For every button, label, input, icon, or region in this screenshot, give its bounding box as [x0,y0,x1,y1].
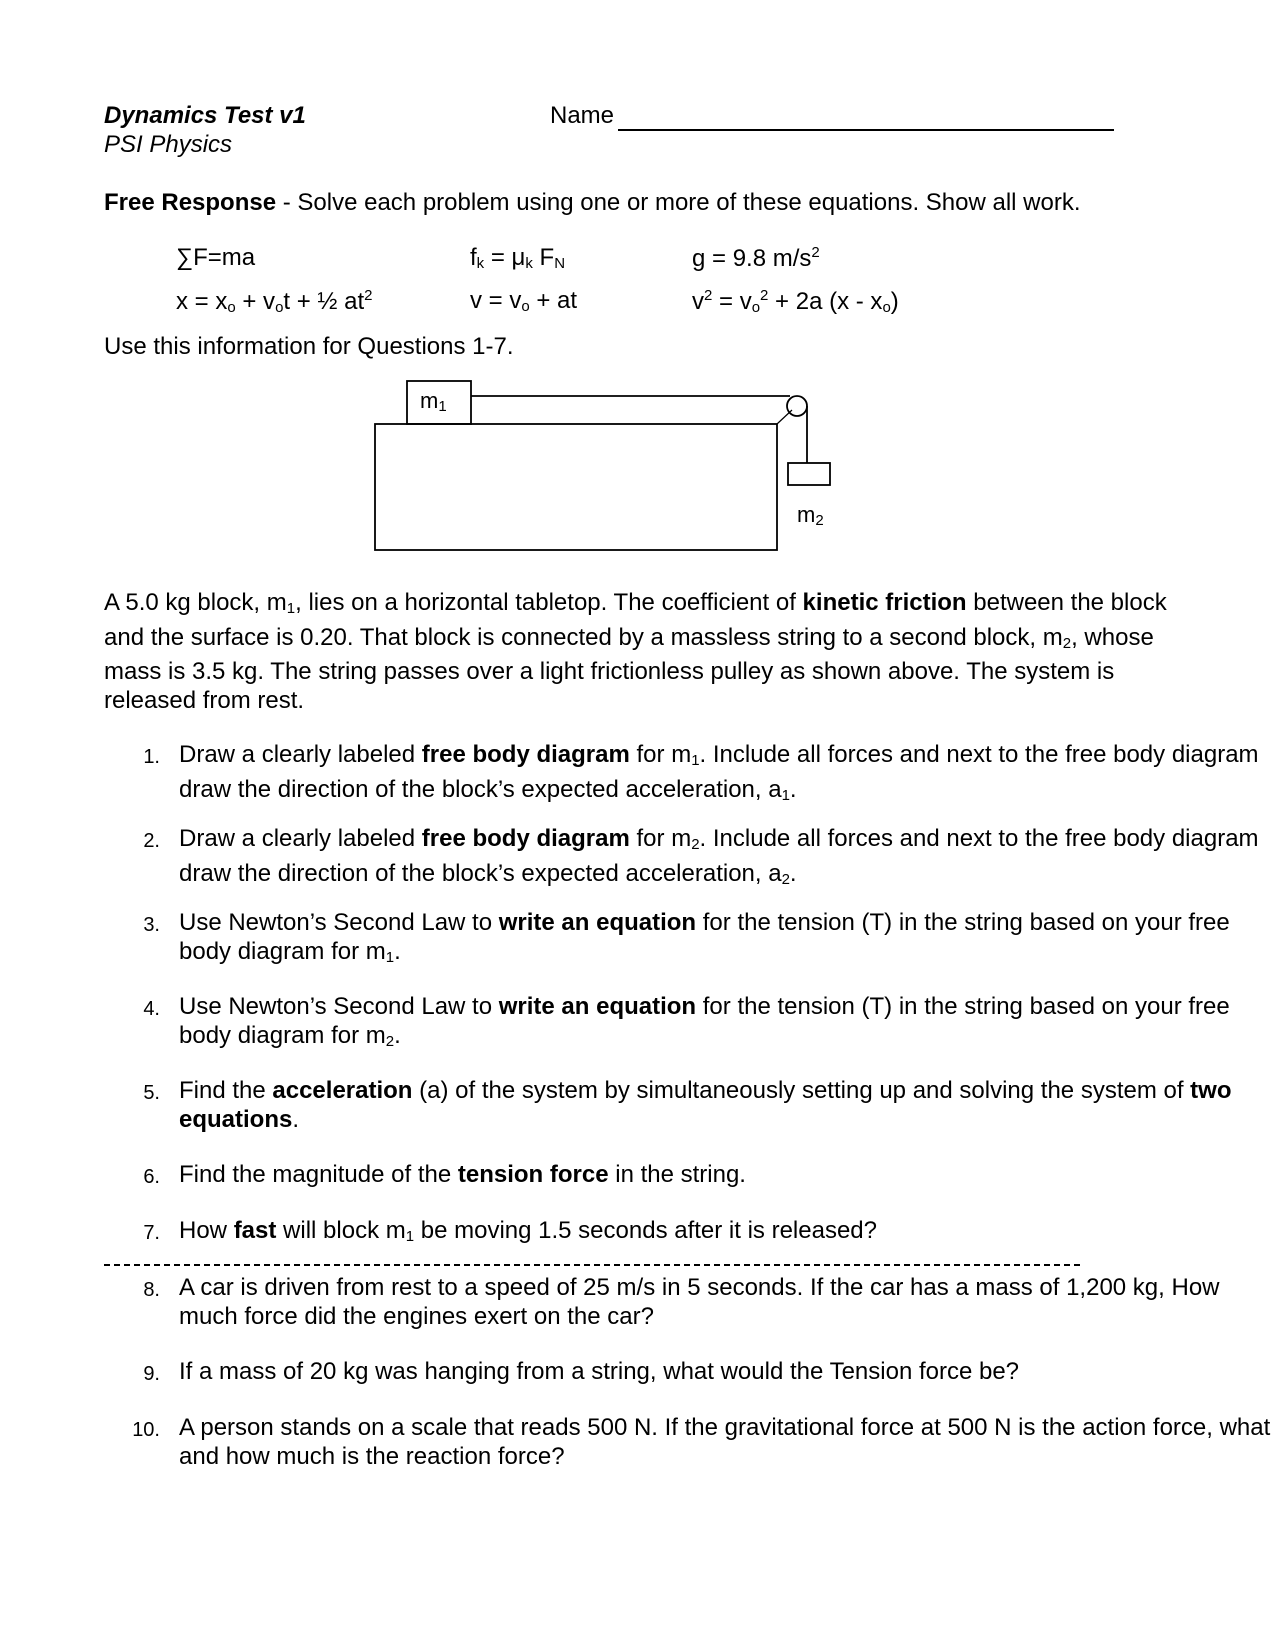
equation-newton: ∑F=ma [176,244,256,271]
document-subtitle: PSI Physics [104,131,233,158]
m1-label: $m_1$ [420,388,447,415]
instructions-text: - Solve each problem using one or more of these equations. Show all work. [276,189,1081,216]
table [375,424,777,550]
document-title: Dynamics Test v1 [104,102,306,129]
equation-gravity: g = 9.8 $m/s^2$ [692,244,820,272]
equation-velocity-squared: $v^2 = v_o^2 + 2a$ $(x - x_o)$ [692,287,899,316]
pulley-wheel [787,396,807,416]
block-m2 [788,463,830,485]
equation-position: $x = x_o + v_ot$ + ½ $at^2$ [176,287,373,316]
equation-velocity: $v = v_o$ + at [470,287,578,315]
instructions-lead: Free Response [104,189,277,216]
m2-label: $m_2$ [797,502,824,529]
pulley-diagram [0,0,1275,600]
name-label: Name [550,102,615,129]
use-info-note: Use this information for Questions 1-7. [104,333,514,360]
equation-friction: $f_k = \mu_k$ $F_N$ [470,244,566,272]
problem-passage: A 5.0 kg block, $m_1$, lies on a horizontal tabletop. The coefficient of kinetic friction between the block and the surface is 0.20. That block is connected by a massless string to a second block, $m_2$, whose mass is 3.5 kg. The string passes over a light frictionless pulley as shown above. The system is released from rest. [104,589,1167,714]
section-divider [104,1264,1080,1266]
